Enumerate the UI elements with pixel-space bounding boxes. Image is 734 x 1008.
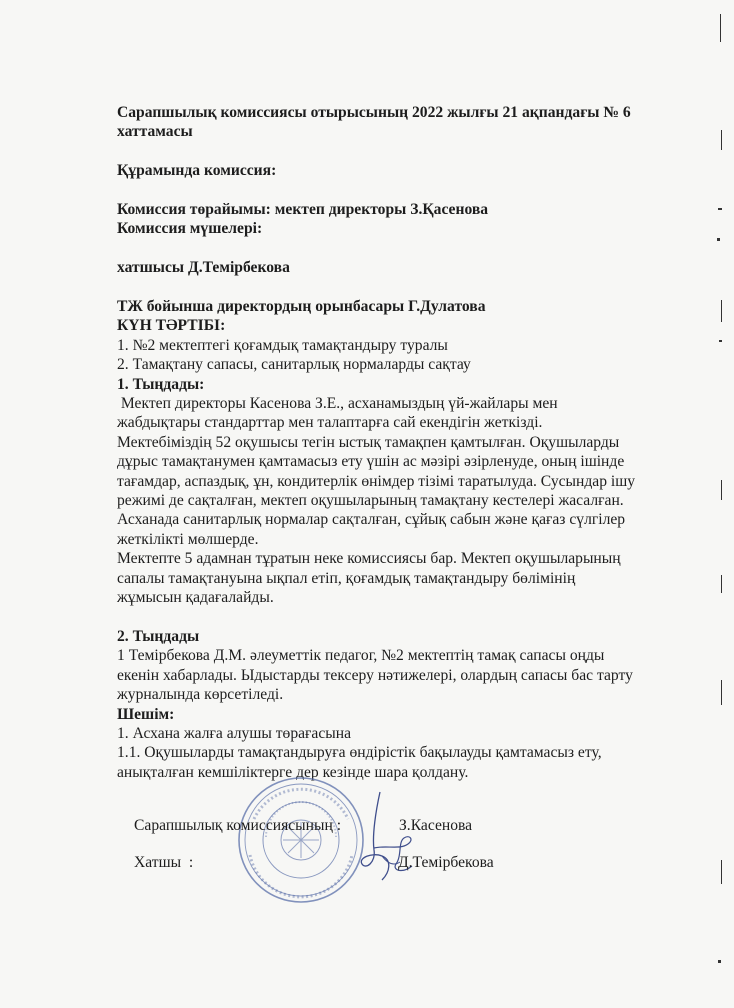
official-seal	[236, 775, 366, 905]
heard-1-line: жабдықтары стандарттар мен талаптарға сай екендігін жеткізді.	[117, 414, 543, 432]
decision-line: 1. Асхана жалға алушы төрағасына	[117, 724, 352, 742]
scan-edge-mark	[718, 960, 721, 963]
heard-1-line: Мектебіміздің 52 оқушысы тегін ыстық тамақпен қамтылған. Оқушыларды	[117, 433, 620, 451]
signature-label-commission: Сарапшылық комиссиясының :	[134, 817, 342, 834]
scan-edge-mark	[717, 238, 720, 241]
heard-1-line: тағамдар, аспаздық, ұн, кондитерлік өнімдер тізімі таратылуда. Сусындар ішу	[117, 472, 636, 490]
scan-edge-mark	[721, 130, 722, 150]
signature-name-secretary: Д.Темірбекова	[398, 854, 494, 871]
agenda-item-1: 1. №2 мектептегі қоғамдық тамақтандыру туралы	[117, 336, 448, 354]
agenda-item-2: 2. Тамақтану сапасы, санитарлық нормаларды сақтау	[117, 356, 471, 374]
scan-edge-mark	[721, 575, 722, 593]
heard-1-line: сапалы тамақтануына ықпал етіп, қоғамдық тамақтандыру бөлімінің	[117, 569, 576, 587]
commission-chair: Комиссия төрайымы: мектеп директоры З.Қасенова	[117, 201, 489, 218]
handwritten-signature	[352, 790, 432, 890]
heard-1-line: Мектепте 5 адамнан тұратын неке комиссиясы бар. Мектеп оқушыларының	[117, 550, 621, 568]
heard-1-line: жеткілікті мөлшерде.	[117, 530, 259, 548]
heard-1-line: дұрыс тамақтанумен қамтамасыз ету үшін ас мәзірі әзірленуде, оның ішінде	[117, 453, 625, 471]
heard-2-line: екенін хабарлады. Ыдыстарды тексеру нәтижелері, олардың сапасы бас тарту	[117, 666, 633, 684]
decision-line: анықталған кемшіліктерге дер кезінде шара қолдану.	[117, 763, 469, 781]
scan-edge-mark	[721, 480, 722, 500]
heard-1-line: Мектеп директоры Касенова З.Е., асханамыздың үй-жайлары мен	[117, 395, 558, 413]
agenda-heading: КҮН ТӘРТІБІ:	[117, 317, 226, 335]
document-title-line-2: хаттамасы	[117, 123, 193, 141]
protocol-body	[117, 103, 697, 782]
composition-heading: Құрамында комиссия:	[117, 162, 277, 180]
heard-1-line: Асханада санитарлық нормалар сақталған, сұйық сабын және қағаз сүлгілер	[117, 511, 626, 529]
decision-line: 1.1. Оқушыларды тамақтандыруға өндірістік бақылауды қамтамасыз ету,	[117, 744, 602, 762]
scan-edge-mark	[721, 860, 722, 884]
secretary-line: хатшысы Д.Темірбекова	[117, 259, 290, 277]
heard-1-line: жұмысын қадағалайды.	[117, 589, 274, 607]
document-title-line-1: Сарапшылық комиссиясы отырысының 2022 жылғы 21 ақпандағы № 6	[117, 104, 631, 121]
heard-2-line: журналында көрсетіледі.	[117, 686, 284, 704]
scan-edge-mark	[721, 300, 722, 322]
members-heading: Комиссия мүшелері:	[117, 220, 263, 238]
decision-heading: Шешім:	[117, 705, 175, 723]
heard-2-heading: 2. Тыңдады	[117, 627, 200, 645]
signature-name-chair: З.Касенова	[399, 817, 473, 834]
signature-label-secretary: Хатшы :	[134, 854, 194, 871]
scan-edge-mark	[718, 208, 722, 210]
scan-edge-mark	[721, 680, 722, 705]
heard-1-line: режимі де сақталған, мектеп оқушыларының тамақтану кестелері жасалған.	[117, 492, 624, 510]
heard-2-line: 1 Темірбекова Д.М. әлеуметтік педагог, №2 мектептің тамақ сапасы оңды	[117, 647, 605, 665]
deputy-line: ТЖ бойынша директордың орынбасары Г.Дулатова	[117, 298, 486, 315]
scan-edge-mark	[720, 14, 721, 42]
heard-1-heading: 1. Тыңдады:	[117, 375, 205, 393]
scan-edge-mark	[719, 340, 722, 342]
